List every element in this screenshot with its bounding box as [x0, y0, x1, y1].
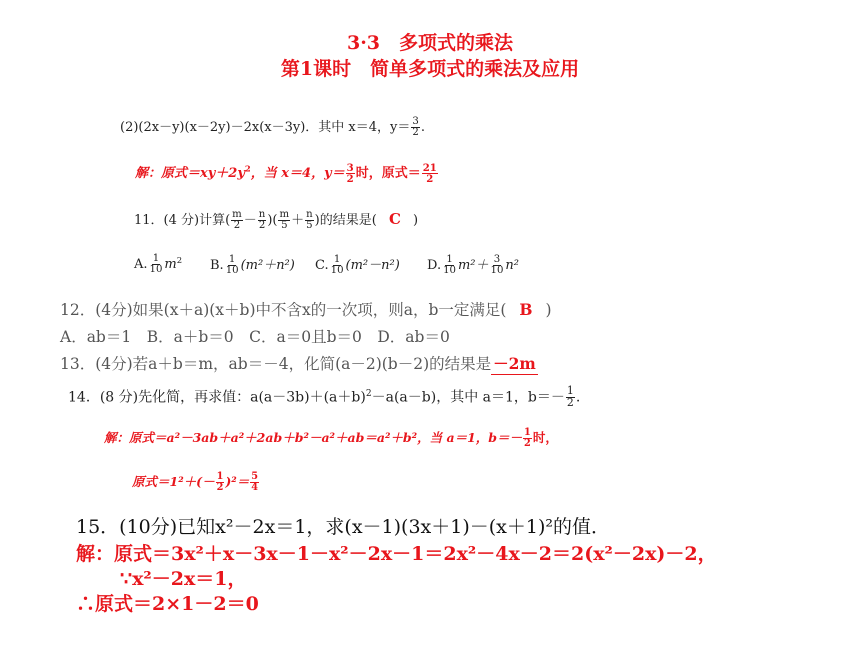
q11-option-b: B. $\frac{1}{10}$ (m²＋n²) [210, 253, 295, 276]
q13-answer: －2m [493, 354, 536, 373]
page-title: 3·3 多项式的乘法 [346, 32, 514, 54]
page-subtitle: 第1课时 简单多项式的乘法及应用 [280, 58, 580, 80]
q2-fraction: $\frac{3}{2}$ [412, 115, 419, 138]
q12-answer: B [519, 300, 533, 319]
question-14: 14．(8 分)先化简，再求值：$a(a-3b)+(a+b)^2-a(a-b)$，其中 a＝1，b＝－ $\frac{1}{2}$ . [68, 384, 581, 409]
question-12: 12．(4分)如果(x＋a)(x＋b)中不含x的一次项，则a，b一定满足( B ) [60, 300, 552, 319]
q11-option-d: D. $\frac{1}{10}$ m²＋ $\frac{3}{10}$ n² [427, 253, 520, 276]
q11-option-c: C. $\frac{1}{10}$ (m²－n²) [315, 253, 400, 276]
q12-options: A．ab＝1 B．a＋b＝0 C．a＝0且b＝0 D．ab＝0 [60, 328, 450, 346]
question-15: 15．(10分)已知x²－2x＝1，求(x－1)(3x＋1)－(x＋1)²的值． [76, 516, 610, 538]
q15-solution-line-3: ∴原式＝2×1－2＝0 [76, 593, 259, 615]
question-11: 11．(4 分)计算( $\frac{m}{2}$ － $\frac{n}{2}$ )( $\frac{m}{5}$ ＋ $\frac{n}{5}$ )的结果是( C ) [134, 208, 419, 231]
q15-solution-line-1: 解：原式＝3x²＋x－3x－1－x²－2x－1＝2x²－4x－2＝2(x²－2x)－2， [76, 543, 717, 565]
question-2: (2)(2x－y)(x－2y)－2x(x－3y)．其中 x＝4，y＝ $\frac{3}{2}$ . [120, 115, 425, 138]
q11-option-a: A. $\frac{1}{10}$ $m^2$ [134, 253, 183, 276]
q14-solution-line-1: 解：原式＝a²－3ab＋a²＋2ab＋b²－a²＋ab＝a²＋b²，当 a＝1，b＝－ $\frac{1}{2}$ 时， [104, 427, 558, 449]
q2-solution: 解：原式$=xy+2y^2$，当 x＝4，y＝ $\frac{3}{2}$ 时，原式＝ $\frac{21}{2}$ [135, 161, 437, 185]
q2-stem: (2)(2x－y)(x－2y)－2x(x－3y)．其中 x＝4，y＝ [120, 120, 411, 135]
q15-solution-line-2: ∵x²－2x＝1， [120, 568, 247, 590]
question-13: 13．(4分)若a＋b＝m，ab＝－4，化简(a－2)(b－2)的结果是 －2m [60, 354, 536, 373]
q11-answer: C [388, 210, 401, 228]
q14-solution-line-2: 原式＝1²＋(－ $\frac{1}{2}$ )²＝ $\frac{5}{4}$ [132, 471, 259, 493]
